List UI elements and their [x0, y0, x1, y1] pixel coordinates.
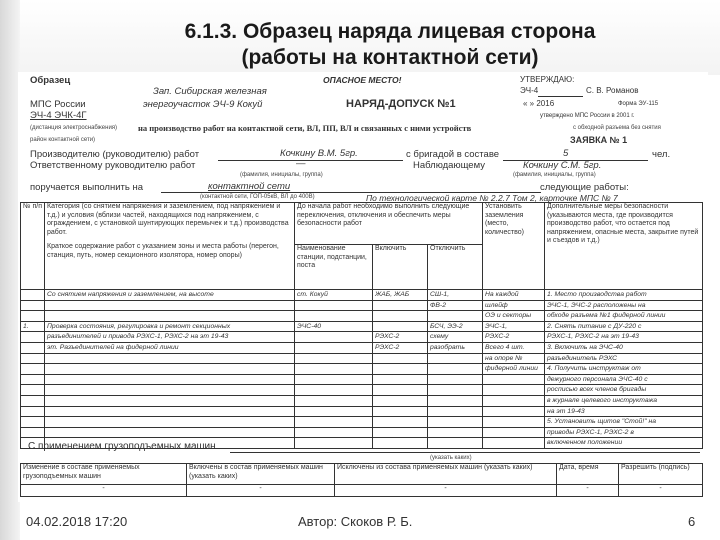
- table-row: [21, 290, 703, 301]
- row-switch-on: [373, 417, 428, 428]
- table-row: [21, 417, 703, 428]
- distance-hint: (дистанция электроснабжения): [30, 125, 118, 131]
- row-switch-off: разобрать: [428, 342, 483, 353]
- row-extra-measures: 3. Включить на ЭЧС-40: [545, 342, 703, 353]
- row-station: [295, 332, 373, 343]
- row-extra-measures: 1. Место производства работ: [545, 290, 703, 301]
- row-extra-measures: росписью всех членов бригады: [545, 385, 703, 396]
- header-brief-text: Краткое содержание работ с указанием зоны и места работы (перегон, станция, путь, номер секционного изолятора, номер опоры): [47, 243, 279, 259]
- row-switch-off: [428, 417, 483, 428]
- row-description: [45, 385, 295, 396]
- row-number: [21, 332, 45, 343]
- approve-date: « » 2016: [523, 99, 555, 108]
- row-grounding: ЭЧС-1,: [483, 321, 545, 332]
- area-hint: район контактной сети): [30, 137, 96, 143]
- row-number: [21, 427, 45, 438]
- row-description: [45, 300, 295, 311]
- row-switch-off: [428, 406, 483, 417]
- row-switch-off: ФВ-2: [428, 300, 483, 311]
- row-description: [45, 395, 295, 406]
- slide-title-line1: 6.1.3. Образец наряда лицевая сторона: [184, 20, 596, 43]
- row-description: эт. Разъединителей на фидерной линии: [45, 342, 295, 353]
- assign-value: контактной сети: [208, 181, 291, 192]
- row-grounding: [483, 417, 545, 428]
- assign-hint: (контактной сети, ГОП-05кВ, ВЛ до 400В): [200, 194, 315, 200]
- row-station: [295, 353, 373, 364]
- row-switch-off: СШ-1,: [428, 290, 483, 301]
- row-switch-off: [428, 311, 483, 322]
- row-grounding: фидерной линии: [483, 364, 545, 375]
- row-switch-on: РЭХС-2: [373, 342, 428, 353]
- request-number: ЗАЯВКА № 1: [570, 135, 628, 145]
- fio-hint-2: (фамилия, инициалы, группа): [513, 172, 596, 178]
- producer-label: Производителю (руководителю) работ: [30, 149, 200, 160]
- row-grounding: [483, 385, 545, 396]
- row-grounding: [483, 406, 545, 417]
- cranes-value: -: [335, 485, 557, 497]
- work-table: [20, 202, 703, 449]
- row-station: [295, 342, 373, 353]
- row-switch-on: [373, 427, 428, 438]
- row-station: [295, 311, 373, 322]
- row-grounding: [483, 395, 545, 406]
- distance-fixed: энергоучасток ЭЧ-9 Кокуй: [143, 99, 263, 110]
- row-switch-on: ЖАБ, ЖАБ: [373, 290, 428, 301]
- mps-label: МПС России: [30, 99, 86, 110]
- row-description: Со снятием напряжения и заземлением, на высоте: [45, 290, 295, 301]
- footer-author: Автор: Скоков Р. Б.: [298, 514, 413, 529]
- row-switch-on: [373, 406, 428, 417]
- cranes-label: С применением грузоподъемных машин: [28, 441, 216, 452]
- row-number: [21, 300, 45, 311]
- row-number: [21, 311, 45, 322]
- cranes-header-excluded: Исключены из состава применяемых машин (указать каких): [335, 464, 557, 485]
- row-description: [45, 417, 295, 428]
- row-grounding: РЭХС-2: [483, 332, 545, 343]
- header-number: № п/п: [21, 203, 45, 290]
- cranes-value: -: [619, 485, 703, 497]
- footer-date: 04.02.2018 17:20: [26, 514, 128, 529]
- row-description: [45, 364, 295, 375]
- row-extra-measures: ЭЧС-1, ЭЧС-2 расположены на: [545, 300, 703, 311]
- row-grounding: [483, 374, 545, 385]
- cranes-value: -: [557, 485, 619, 497]
- row-number: [21, 364, 45, 375]
- header-grounding: Установить заземления (место, количество): [483, 203, 545, 290]
- ech-label: ЭЧ-4 ЭЧК-4Г: [30, 110, 87, 121]
- distance-text: на производство работ на контактной сети, ВЛ, ПП, ВЛ и связанных с ними устройств: [138, 123, 472, 133]
- people-label: чел.: [652, 149, 671, 160]
- row-number: [21, 353, 45, 364]
- row-description: [45, 374, 295, 385]
- row-switch-on: [373, 374, 428, 385]
- order-title: НАРЯД-ДОПУСК №1: [346, 98, 456, 110]
- approve-label: УТВЕРЖДАЮ:: [520, 75, 575, 84]
- tech-card: По технологической карте № 2.2.7 Том 2, карточке МПС № 7: [366, 193, 618, 203]
- row-number: [21, 406, 45, 417]
- row-switch-on: [373, 395, 428, 406]
- row-switch-off: [428, 395, 483, 406]
- row-extra-measures: 5. Установить щитов "Стой!" на: [545, 417, 703, 428]
- assign-label: поручается выполнить на: [30, 182, 143, 193]
- table-row: [21, 311, 703, 322]
- table-row: [21, 300, 703, 311]
- row-grounding: ОЭ и секторы: [483, 311, 545, 322]
- header-extra: Дополнительные меры безопасности (указываются места, где производится производство работ, что остается под напряжением, опасные места, закрытие путей и съездов и т.д.): [545, 203, 703, 290]
- brigade-label: с бригадой в составе: [406, 149, 500, 160]
- table-row: [21, 406, 703, 417]
- row-station: [295, 406, 373, 417]
- distance-tail: с обходной разъема без снятия: [573, 125, 661, 131]
- sample-label: Образец: [30, 75, 71, 86]
- row-switch-on: [373, 300, 428, 311]
- cranes-value: -: [187, 485, 335, 497]
- row-number: [21, 342, 45, 353]
- row-extra-measures: обходе разъема №1 фидерной линии: [545, 311, 703, 322]
- approve-org: ЭЧ-4: [520, 86, 539, 95]
- row-extra-measures: приводы РЭХС-1, РЭХС-2 в: [545, 427, 703, 438]
- table-row: [21, 332, 703, 343]
- row-switch-off: [428, 427, 483, 438]
- row-grounding: на опоре №: [483, 353, 545, 364]
- danger-label: ОПАСНОЕ МЕСТО!: [323, 75, 402, 85]
- row-extra-measures: РЭХС-1, РЭХС-2 на эт 19-43: [545, 332, 703, 343]
- row-number: 1.: [21, 321, 45, 332]
- row-switch-off: БСЧ, ЭЭ-2: [428, 321, 483, 332]
- header-before: До начала работ необходимо выполнить следующие переключения, отключения и обеспечить меры безопасности работ: [295, 203, 483, 245]
- observer-label: Наблюдающему: [413, 160, 485, 171]
- row-number: [21, 290, 45, 301]
- row-number: [21, 395, 45, 406]
- row-grounding: [483, 438, 545, 449]
- row-switch-on: РЭХС-2: [373, 332, 428, 343]
- slide-title-line2: (работы на контактной сети): [241, 46, 539, 69]
- row-station: [295, 300, 373, 311]
- railway-text: Зап. Сибирская железная: [153, 86, 267, 97]
- row-grounding: На каждой: [483, 290, 545, 301]
- row-grounding: Всего 4 шт.: [483, 342, 545, 353]
- row-station: [295, 438, 373, 449]
- table-row: [21, 321, 703, 332]
- row-switch-off: [428, 364, 483, 375]
- row-station: ст. Кокуй: [295, 290, 373, 301]
- row-station: [295, 427, 373, 438]
- row-description: [45, 406, 295, 417]
- approve-name: С. В. Романов: [586, 86, 639, 95]
- header-off: Отключить: [428, 245, 483, 290]
- table-row: [21, 385, 703, 396]
- row-station: [295, 395, 373, 406]
- row-switch-off: [428, 438, 483, 449]
- row-switch-on: [373, 438, 428, 449]
- row-extra-measures: включенном положении: [545, 438, 703, 449]
- row-number: [21, 417, 45, 428]
- row-description: Проверка состояния, регулировка и ремонт секционных: [45, 321, 295, 332]
- cranes-hint: (указать каких): [430, 455, 472, 461]
- row-extra-measures: 4. Получить инструктаж от: [545, 364, 703, 375]
- table-row: [21, 353, 703, 364]
- cranes-header-datetime: Дата, время: [557, 464, 619, 485]
- row-grounding: шлейф: [483, 300, 545, 311]
- works-label: следующие работы:: [540, 182, 629, 193]
- form-number: Форма ЭУ-115: [618, 101, 659, 107]
- header-on: Включить: [373, 245, 428, 290]
- row-switch-on: [373, 385, 428, 396]
- brigade-value: 5: [563, 148, 569, 159]
- row-extra-measures: разъединитель РЭХС: [545, 353, 703, 364]
- page-number: 6: [688, 514, 696, 529]
- table-row: [21, 342, 703, 353]
- responsible-label: Ответственному руководителю работ: [30, 160, 196, 171]
- row-extra-measures: 2. Снять питание с ДУ-220 с: [545, 321, 703, 332]
- table-row: [21, 427, 703, 438]
- row-description: разъединителей и привода РЭХС-1, РЭХС-2 на эт 19-43: [45, 332, 295, 343]
- row-description: [45, 353, 295, 364]
- row-description: [45, 311, 295, 322]
- row-switch-off: [428, 353, 483, 364]
- header-category-text: Категория (со снятием напряжения и заземлением, под напряжением и т.д.) и условия (вблизи частей, находящихся под напряжением, с ограждением, с установкой шунтирующих перемычек и т.д.) производства работ.: [47, 203, 289, 236]
- row-switch-off: [428, 385, 483, 396]
- cranes-header-permit: Разрешить (подпись): [619, 464, 703, 485]
- approved-by: утверждено МПС России в 2001 г.: [540, 113, 635, 119]
- row-extra-measures: дежурного персонала ЭЧС-40 с: [545, 374, 703, 385]
- row-switch-on: [373, 364, 428, 375]
- observer-value: Кочкину С.М. 5гр.: [523, 160, 602, 171]
- header-category: [45, 203, 295, 290]
- row-number: [21, 385, 45, 396]
- responsible-value: —: [296, 158, 306, 169]
- row-number: [21, 374, 45, 385]
- row-extra-measures: на эт 19-43: [545, 406, 703, 417]
- table-row: [21, 364, 703, 375]
- header-station: Наименование станции, подстанции, поста: [295, 245, 373, 290]
- row-switch-on: [373, 321, 428, 332]
- table-row: [21, 374, 703, 385]
- row-description: [45, 427, 295, 438]
- row-station: ЭЧС-40: [295, 321, 373, 332]
- row-station: [295, 374, 373, 385]
- row-station: [295, 417, 373, 428]
- row-grounding: [483, 427, 545, 438]
- fio-hint: (фамилия, инициалы, группа): [240, 172, 323, 178]
- producer-value: Кочкину В.М. 5гр.: [280, 148, 358, 159]
- row-extra-measures: в журнале целевого инструктажа: [545, 395, 703, 406]
- cranes-table: [20, 463, 703, 497]
- slide-decoration: [0, 0, 20, 540]
- row-switch-off: [428, 374, 483, 385]
- table-row: [21, 395, 703, 406]
- cranes-header-included: Включены в состав применяемых машин (указать каких): [187, 464, 335, 485]
- row-switch-on: [373, 311, 428, 322]
- cranes-value: -: [21, 485, 187, 497]
- row-station: [295, 385, 373, 396]
- cranes-header-change: Изменение в составе применяемых грузоподъемных машин: [21, 464, 187, 485]
- row-station: [295, 364, 373, 375]
- row-switch-on: [373, 353, 428, 364]
- row-switch-off: схему: [428, 332, 483, 343]
